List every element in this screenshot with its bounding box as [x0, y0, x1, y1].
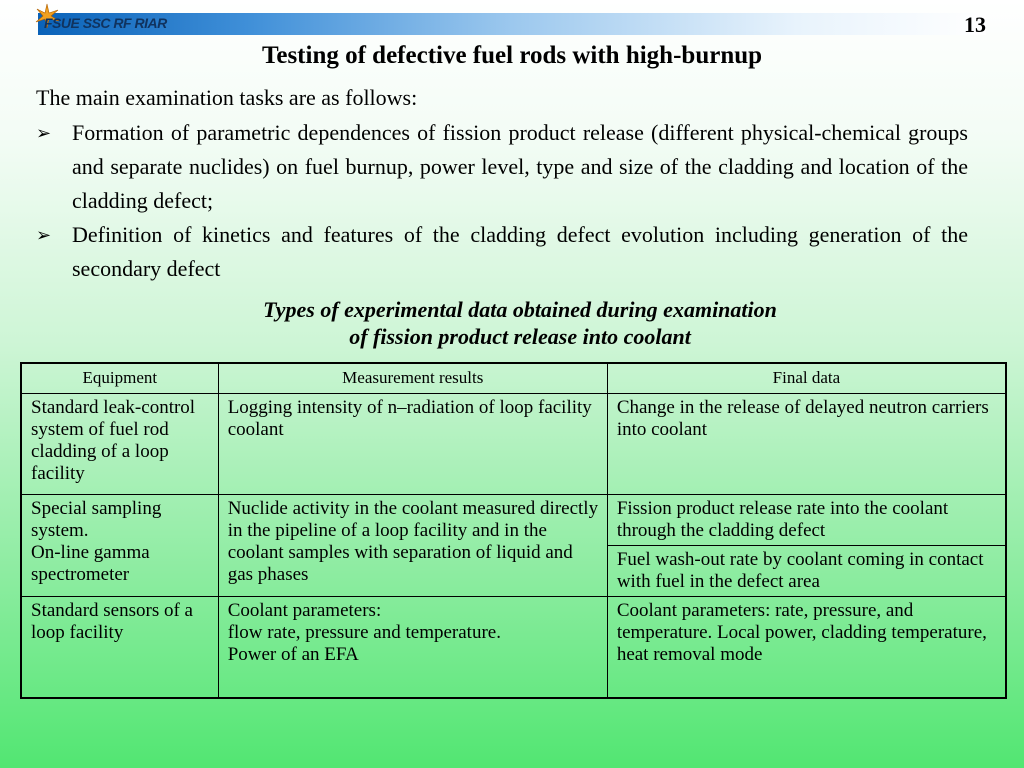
cell-line: On-line gamma spectrometer — [31, 542, 150, 585]
table-cell: Standard leak-control system of fuel rod cladding of a loop facility — [21, 394, 218, 495]
table-cell: Fuel wash-out rate by coolant coming in contact with fuel in the defect area — [607, 546, 1006, 597]
table-cell — [218, 597, 607, 699]
cell-line: flow rate, pressure and temperature. — [227, 622, 501, 643]
table-caption — [0, 296, 1024, 350]
column-header-final: Final data — [607, 363, 1006, 394]
arrow-bullet-icon: ➢ — [36, 225, 52, 245]
table-cell: Coolant parameters: rate, pressure, and temperature. Local power, cladding temperature, heat removal mode — [607, 597, 1006, 699]
header-bar — [38, 13, 986, 35]
intro-text: The main examination tasks are as follows: — [36, 85, 418, 110]
list-item — [36, 116, 968, 218]
column-header-equipment: Equipment — [21, 363, 218, 394]
arrow-bullet-icon: ➢ — [36, 123, 52, 143]
caption-line: Types of experimental data obtained during examination — [263, 297, 777, 322]
table-cell — [21, 495, 218, 597]
bullet-text: Definition of kinetics and features of the cladding defect evolution including generation of the secondary defect — [72, 222, 968, 281]
cell-line: Special sampling system. — [31, 498, 162, 541]
table-header-row — [21, 363, 1006, 394]
page-number: 13 — [964, 12, 986, 37]
column-header-measurement: Measurement results — [218, 363, 607, 394]
cell-line: Coolant parameters: — [227, 600, 382, 621]
task-list — [36, 116, 968, 286]
table-row — [21, 394, 1006, 495]
bullet-text: Formation of parametric dependences of fission product release (different physical-chemical groups and separate nuclides) on fuel burnup, power level, type and size of the cladding and location of the cladding defect; — [72, 120, 968, 213]
table-cell: Logging intensity of n–radiation of loop facility coolant — [218, 394, 607, 495]
table-row — [21, 597, 1006, 699]
table-row — [21, 495, 1006, 546]
table-cell: Change in the release of delayed neutron carriers into coolant — [607, 394, 1006, 495]
table-cell: Nuclide activity in the coolant measured directly in the pipeline of a loop facility and in the coolant samples with separation of liquid and gas phases — [218, 495, 607, 597]
caption-line: of fission product release into coolant — [349, 324, 691, 349]
org-name: FSUE SSC RF RIAR — [44, 15, 167, 31]
table-cell: Standard sensors of a loop facility — [21, 597, 218, 699]
list-item — [36, 218, 968, 286]
cell-line: Power of an EFA — [227, 644, 359, 665]
table-cell: Fission product release rate into the coolant through the cladding defect — [607, 495, 1006, 546]
data-table — [20, 362, 1007, 699]
page-title: Testing of defective fuel rods with high-burnup — [261, 42, 763, 69]
